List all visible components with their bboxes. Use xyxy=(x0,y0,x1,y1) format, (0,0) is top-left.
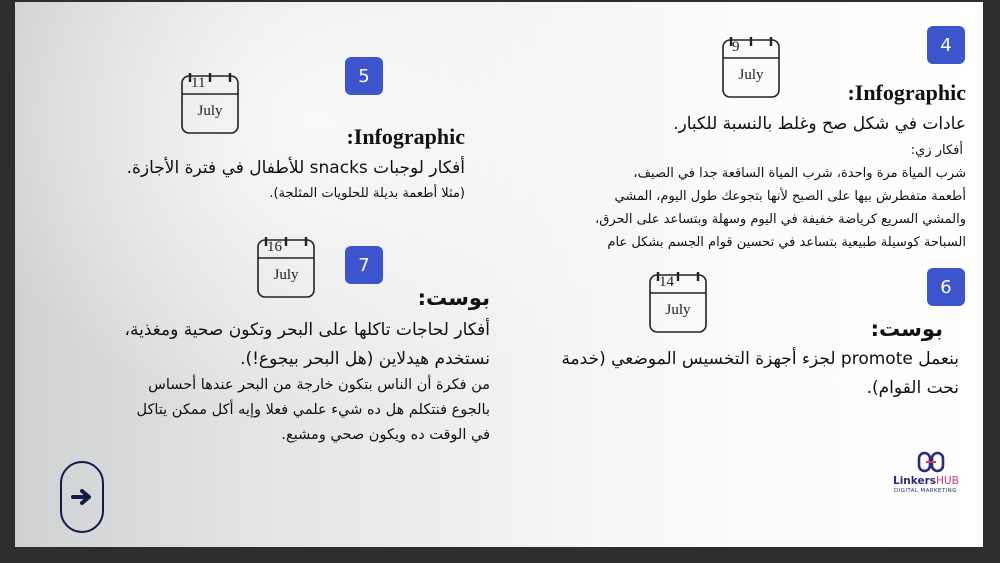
next-slide-button[interactable] xyxy=(60,461,104,533)
calendar-icon xyxy=(257,237,315,297)
item-line: نحت القوام). xyxy=(866,378,959,398)
item-line: بنعمل promote لجزء أجهزة التخسيس الموضعي (خدمة xyxy=(561,349,959,369)
item-number-badge xyxy=(345,57,383,95)
item-line: في الوقت ده ويكون صحي ومشبع. xyxy=(281,427,490,443)
calendar-icon xyxy=(181,73,239,133)
calendar-month: July xyxy=(665,302,691,318)
item-line: من فكرة أن الناس بتكون خارجة من البحر عندها أحساس xyxy=(148,377,490,393)
calendar-month: July xyxy=(738,67,764,83)
arrow-right-icon xyxy=(71,489,93,505)
item-line: والمشي السريع كرياضة خفيفة في اليوم وسهلة وبتساعد على الحرق، xyxy=(595,212,966,227)
item-type-heading: بوست: xyxy=(870,317,943,341)
item-line: أطعمة متفطرش بيها على الصبح لأنها بتجوعك طول اليوم، المشي xyxy=(614,189,966,204)
calendar-icon xyxy=(649,272,707,332)
item-title-line: أفكار لحاجات تاكلها على البحر وتكون صحية ومغذية، xyxy=(124,320,490,340)
item-line: السباحة كوسيلة طبيعية بتساعد في تحسين قوام الجسم بشكل عام xyxy=(607,235,966,250)
logo-name-main: Linkers xyxy=(893,475,937,487)
logo-wordmark xyxy=(893,475,959,487)
calendar-day: 9 xyxy=(732,39,740,55)
calendar-month: July xyxy=(273,267,299,283)
item-type-heading: :Infographic xyxy=(346,124,465,149)
item-title-line: نستخدم هيدلاين (هل البحر بيجوع!). xyxy=(240,349,490,369)
item-type-heading: :Infographic xyxy=(847,80,966,105)
calendar-day: 14 xyxy=(659,274,674,290)
calendar-month: July xyxy=(197,103,223,119)
calendar-day: 11 xyxy=(191,75,206,91)
item-type-heading: بوست: xyxy=(417,286,490,310)
linked-chain-icon xyxy=(917,451,945,473)
badge-number: 7 xyxy=(358,254,370,276)
item-title: عادات في شكل صح وغلط بالنسبة للكبار. xyxy=(673,114,966,134)
item-number-badge xyxy=(927,26,965,64)
calendar-day: 16 xyxy=(267,239,282,255)
logo-name-accent: HUB xyxy=(936,475,959,487)
calendar-icon xyxy=(722,37,780,97)
item-number-badge xyxy=(927,268,965,306)
logo-tagline: DIGITAL MARKETING xyxy=(894,488,957,494)
slide xyxy=(15,2,983,547)
badge-number: 5 xyxy=(358,65,370,87)
item-number-badge xyxy=(345,246,383,284)
item-line: شرب المياة مرة واحدة، شرب المياة الساقعة جدا في الصيف، xyxy=(633,166,966,181)
badge-number: 4 xyxy=(940,34,952,56)
item-title: أفكار لوجبات snacks للأطفال في فترة الأجازة. xyxy=(126,158,465,178)
badge-number: 6 xyxy=(940,276,952,298)
item-subtitle: أفكار زي: xyxy=(910,143,963,158)
item-line: (مثلا أطعمة بديلة للحلويات المثلجة). xyxy=(269,186,465,201)
linkershub-logo xyxy=(893,451,973,495)
item-line: بالجوع فنتكلم هل ده شيء علمي فعلا وإيه أكل ممكن يتاكل xyxy=(136,402,490,418)
